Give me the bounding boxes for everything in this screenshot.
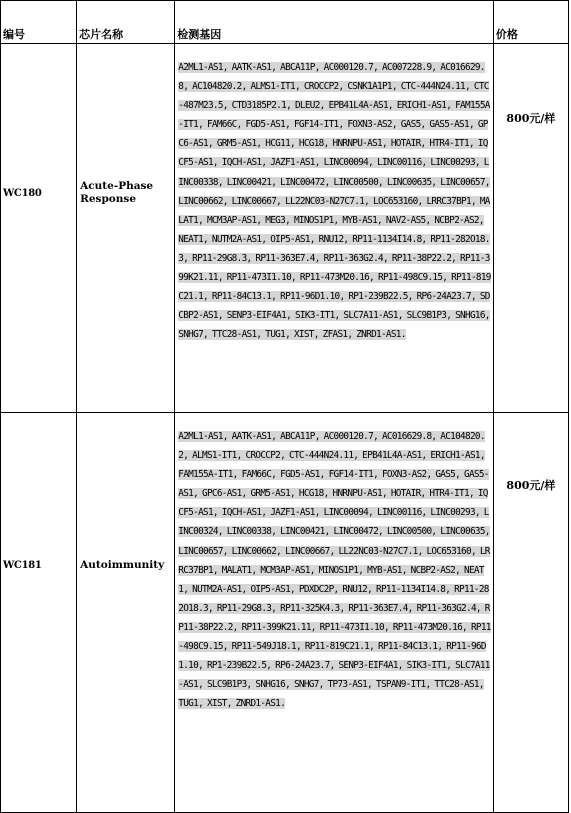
row-genes: A2ML1-AS1, AATK-AS1, ABCA11P, AC000120.7, AC007228.9, AC016629.8, AC104820.2, ALMS1-IT1, CROCCP2, CSNK1A1P1, CTC-444N24.11, CTC-487M23.5, CTD3185P2.1, DLEU2, EPB41L4A-AS1, ERICH1-AS1, FAM155A-IT1, FAM66C, FGD5-AS1, FGF14-IT1, FOXN3-AS2, GAS5, GAS5-AS1, GPC6-AS1, GRM5-AS1, HCG11, HCG18, HNRNPU-AS1, HOTAIR, HTR4-IT1, IQCF5-AS1, IQCH-AS1, JAZF1-AS1, LINC00094, LINC00116, LINC00293, LINC00338, LINC00421, LINC00472, LINC00500, LINC00635, LINC00657, LINC00662, LINC00667, LL22NC03-N27C7.1, LOC653160, LRRC37BP1, MALAT1, MCM3AP-AS1, MEG3, MINOS1P1, MYB-AS1, NAV2-AS5, NCBP2-AS2, NEAT1, NUTM2A-AS1, OIP5-AS1, RNU12, RP11-1134I14.8, RP11-282O18.3, RP11-29G8.3, RP11-363E7.4, RP11-363G2.4, RP11-38P22.2, RP11-399K21.11, RP11-473I1.10, RP11-473M20.16, RP11-498C9.15, RP11-819C21.1, RP11-84C13.1, RP11-96D1.10, RP1-239B22.5, RP6-24A23.7, SDCBP2-AS1, SENP3-EIF4A1, SIK3-IT1, SLC7A11-AS1, SLC9B1P3, SNHG16, SNHG7, TTC28-AS1, TUG1, XIST, ZFAS1, ZNRD1-AS1. — [178, 62, 491, 341]
row-code: WC181 — [1, 413, 77, 813]
table-row — [1, 44, 569, 413]
row-price: 800元/样 — [493, 413, 568, 813]
row-genes: A2ML1-AS1, AATK-AS1, ABCA11P, AC000120.7, AC016629.8, AC104820.2, ALMS1-IT1, CROCCP2, CTC-444N24.11, EPB41L4A-AS1, ERICH1-AS1, FAM155A-IT1, FAM66C, FGD5-AS1, FGF14-IT1, FOXN3-AS2, GAS5, GAS5-AS1, GPC6-AS1, GRM5-AS1, HCG18, HNRNPU-AS1, HOTAIR, HTR4-IT1, IQCF5-AS1, IQCH-AS1, JAZF1-AS1, LINC00094, LINC00116, LINC00293, LINC00324, LINC00338, LINC00421, LINC00472, LINC00500, LINC00635, LINC00657, LINC00662, LINC00667, LL22NC03-N27C7.1, LOC653160, LRRC37BP1, MALAT1, MCM3AP-AS1, MINOS1P1, MYB-AS1, NCBP2-AS2, NEAT1, NUTM2A-AS1, OIP5-AS1, PDXDC2P, RNU12, RP11-1134I14.8, RP11-282O18.3, RP11-29G8.3, RP11-325K4.3, RP11-363E7.4, RP11-363G2.4, RP11-38P22.2, RP11-399K21.11, RP11-473I1.10, RP11-473M20.16, RP11-498C9.15, RP11-549J18.1, RP11-819C21.1, RP11-84C13.1, RP11-96D1.10, RP1-239B22.5, RP6-24A23.7, SENP3-EIF4A1, SIK3-IT1, SLC7A11-AS1, SLC9B1P3, SNHG16, SNHG7, TP73-AS1, TSPAN9-IT1, TTC28-AS1, TUG1, XIST, ZNRD1-AS1. — [178, 431, 491, 710]
row-code: WC180 — [1, 44, 77, 413]
row-chip-name: Acute-Phase Response — [77, 44, 175, 413]
row-genes-cell — [175, 413, 494, 813]
header-genes: 检测基因 — [175, 1, 494, 44]
row-genes-cell — [175, 44, 494, 413]
table-row — [1, 413, 569, 813]
row-chip-name: Autoimmunity — [77, 413, 175, 813]
row-price: 800元/样 — [493, 44, 568, 413]
header-price: 价格 — [493, 1, 568, 44]
header-code: 编号 — [1, 1, 77, 44]
header-chip-name: 芯片名称 — [77, 1, 175, 44]
table-header-row — [1, 1, 569, 44]
